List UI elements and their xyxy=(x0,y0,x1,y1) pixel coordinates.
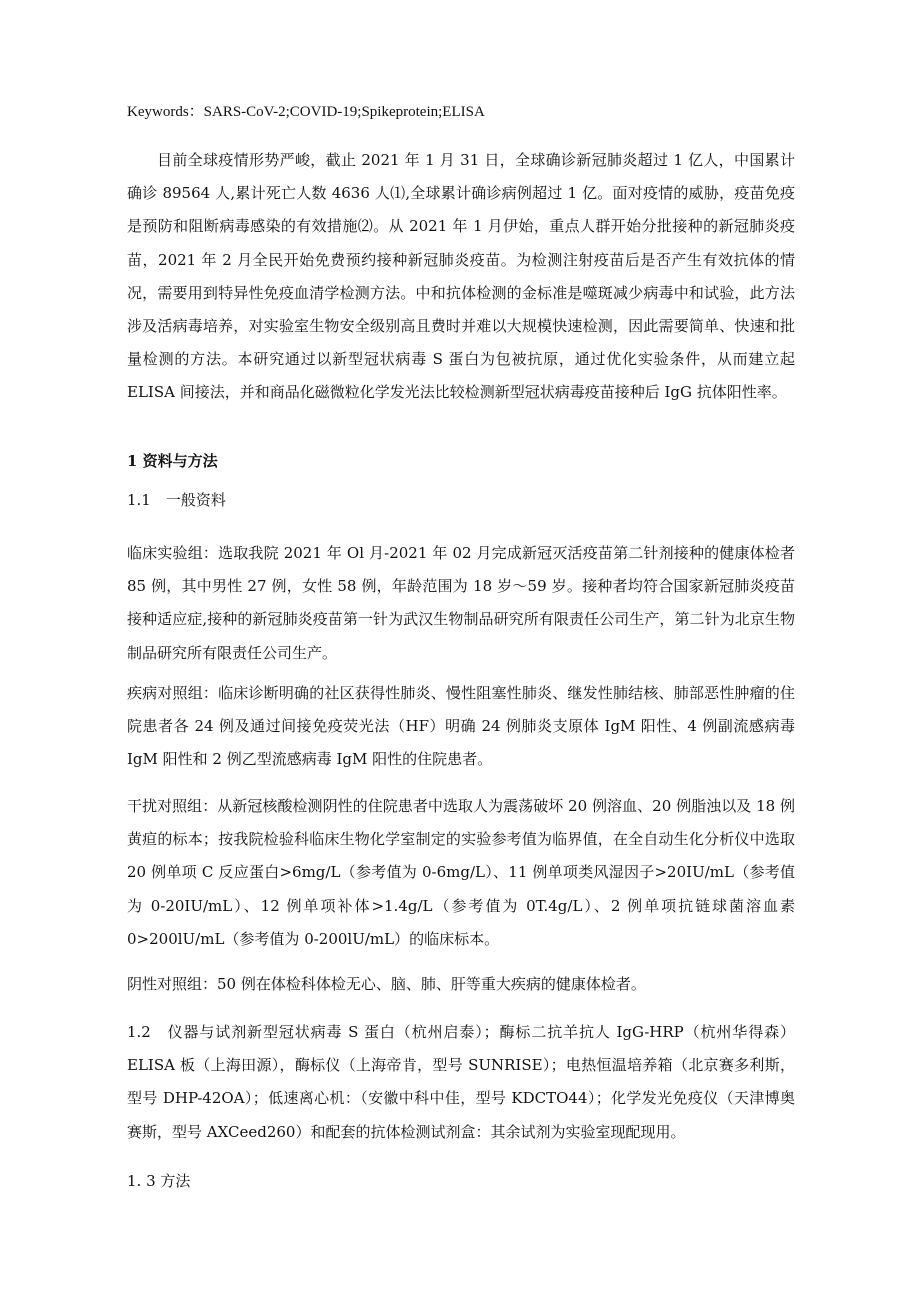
intro-paragraph: 目前全球疫情形势严峻，截止 2021 年 1 月 31 日，全球确诊新冠肺炎超过 1 亿人，中国累计确诊 89564 人,累计死亡人数 4636 人⑴,全球累计确诊病例超过 1 亿。面对疫情的威胁，疫苗免疫是预防和阻断病毒感染的有效措施⑵。从 2021 年 1 月伊始，重点人群开始分批接种的新冠肺炎疫苗，2021 年 2 月全民开始免费预约接种新冠肺炎疫苗。为检测注射疫苗后是否产生有效抗体的情况，需要用到特异性免疫血清学检测方法。中和抗体检测的金标准是噬斑减少病毒中和试验，此方法涉及活病毒培养，对实验室生物安全级别高且费时并难以大规模快速检测，因此需要简单、快速和批量检测的方法。本研究通过以新型冠状病毒 S 蛋白为包被抗原，通过优化实验条件，从而建立起 ELISA 间接法，并和商品化磁微粒化学发光法比较检测新型冠状病毒疫苗接种后 IgG 抗体阳性率。 xyxy=(127,151,795,402)
clinical-group-paragraph: 临床实验组：选取我院 2021 年 Ol 月-2021 年 02 月完成新冠灭活疫苗第二针剂接种的健康体检者 85 例，其中男性 27 例，女性 58 例，年龄范围为 18 岁～59 岁。接种者均符合国家新冠肺炎疫苗接种适应症,接种的新冠肺炎疫苗第一针为武汉生物制品研究所有限责任公司生产，第二针为北京生物制品研究所有限责任公司生产。 xyxy=(127,544,795,662)
interference-control-paragraph: 干扰对照组：从新冠核酸检测阴性的住院患者中选取人为震荡破坏 20 例溶血、20 例脂浊以及 18 例黄疸的标本；按我院检验科临床生物化学室制定的实验参考值为临界值，在全自动生化分析仪中选取 20 例单项 C 反应蛋白>6mg∕L（参考值为 0-6mg∕L）、11 例单项类风湿因子>20IU∕mL（参考值为 0-20IU∕mL）、12 例单项补体>1.4g/L（参考值为 0T.4g/L）、2 例单项抗链球菌溶血素 0>200lU/mL（参考值为 0-200lU∕mL）的临床标本。 xyxy=(127,797,795,948)
section-1-1-heading: 1.1 一般资料 xyxy=(127,491,226,509)
section-1-2-paragraph: 1.2 仪器与试剂新型冠状病毒 S 蛋白（杭州启泰）；酶标二抗羊抗人 IgG-HRP（杭州华得森）ELISA 板（上海田源），酶标仪（上海帝肯，型号 SUNRISE）；电热恒温培养箱（北京赛多利斯，型号 DHP-42OA）；低速离心机：（安徽中科中佳，型号 KDCTO44）；化学发光免疫仪（天津博奥赛斯，型号 AXCeed260）和配套的抗体检测试剂盒：其余试剂为实验室现配现用。 xyxy=(127,1023,795,1141)
disease-control-paragraph: 疾病对照组：临床诊断明确的社区获得性肺炎、慢性阻塞性肺炎、继发性肺结核、肺部恶性肿瘤的住院患者各 24 例及通过间接免疫荧光法（HF）明确 24 例肺炎支原体 IgM 阳性、4 例副流感病毒 IgM 阳性和 2 例乙型流感病毒 IgM 阳性的住院患者。 xyxy=(127,684,795,769)
section-1-heading: 1 资料与方法 xyxy=(127,452,218,470)
section-1-3-heading: 1. 3 方法 xyxy=(127,1172,191,1190)
negative-control-paragraph: 阴性对照组：50 例在体检科体检无心、脑、肺、肝等重大疾病的健康体检者。 xyxy=(127,975,646,993)
keywords-line: Keywords：SARS-CoV-2;COVID-19;Spikeprotein;ELISA xyxy=(127,104,485,120)
